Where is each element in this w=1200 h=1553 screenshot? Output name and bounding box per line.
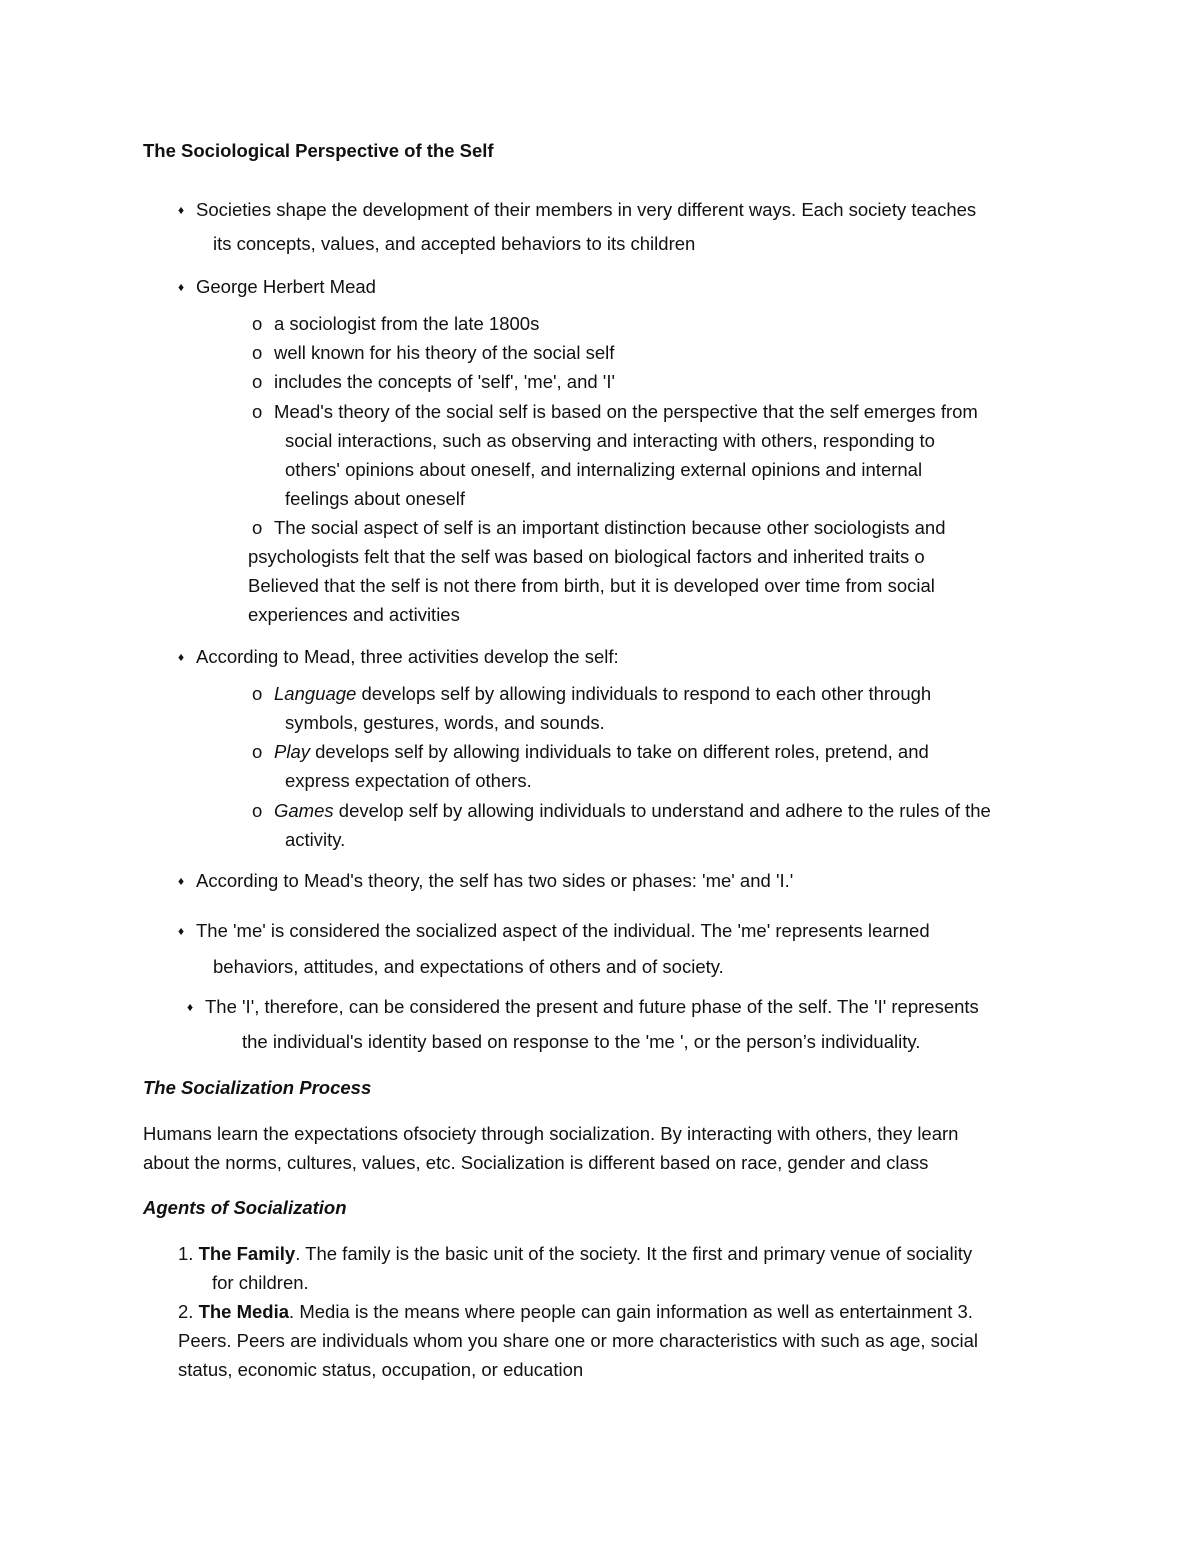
sub-bullet-item — [252, 799, 991, 823]
sub-bullet-marker: o — [252, 741, 263, 762]
sub-bullet-text-continued: express expectation of others. — [285, 770, 532, 791]
paragraph-line: Humans learn the expectations ofsociety through socialization. By interacting with others, they learn — [143, 1123, 959, 1144]
bullet-text: George Herbert Mead — [196, 276, 376, 297]
term-family: The Family — [198, 1243, 296, 1264]
bullet-text: The 'me' is considered the socialized aspect of the individual. The 'me' represents learned — [196, 920, 930, 941]
list-number: 1. — [178, 1243, 199, 1264]
sub-bullet-item — [252, 312, 539, 336]
sub-bullet-text-continued: experiences and activities — [248, 604, 460, 625]
bullet-item — [187, 995, 979, 1019]
bullet-text: According to Mead's theory, the self has two sides or phases: 'me' and 'I.' — [196, 870, 794, 891]
sub-bullet-marker: o — [252, 517, 263, 538]
list-item-text-continued: for children. — [212, 1272, 309, 1293]
sub-bullet-item — [252, 682, 931, 706]
sub-bullet-marker: o — [252, 683, 263, 704]
sub-bullet-text-continued: psychologists felt that the self was based on biological factors and inherited traits o — [248, 546, 925, 567]
term-games: Games — [274, 800, 334, 821]
bullet-text: Societies shape the development of their members in very different ways. Each society teaches — [196, 199, 977, 220]
bullet-text-continued: behaviors, attitudes, and expectations of others and of society. — [213, 956, 724, 977]
bullet-item — [178, 275, 376, 299]
list-item-text-continued: status, economic status, occupation, or education — [178, 1359, 584, 1380]
list-item-text-continued: Peers. Peers are individuals whom you share one or more characteristics with such as age, social — [178, 1330, 978, 1351]
bullet-marker: ♦ — [187, 1000, 194, 1014]
list-number: 2. — [178, 1301, 199, 1322]
sub-bullet-item — [252, 400, 978, 424]
sub-bullet-marker: o — [252, 800, 263, 821]
sub-bullet-text: develops self by allowing individuals to take on different roles, pretend, and — [310, 741, 929, 762]
sub-bullet-text-continued: others' opinions about oneself, and internalizing external opinions and internal — [285, 459, 923, 480]
bullet-item — [178, 869, 793, 893]
sub-bullet-text-continued: social interactions, such as observing and interacting with others, responding to — [285, 430, 935, 451]
bullet-text-continued: its concepts, values, and accepted behaviors to its children — [213, 233, 696, 254]
sub-bullet-marker: o — [252, 371, 263, 392]
sub-bullet-text-continued: feelings about oneself — [285, 488, 465, 509]
term-media: The Media — [198, 1301, 290, 1322]
term-language: Language — [274, 683, 357, 704]
bullet-marker: ♦ — [178, 280, 185, 294]
list-item-text: . Media is the means where people can gain information as well as entertainment 3. — [289, 1301, 973, 1322]
bullet-marker: ♦ — [178, 874, 185, 888]
bullet-text: According to Mead, three activities develop the self: — [196, 646, 619, 667]
socialization-heading: The Socialization Process — [143, 1077, 372, 1098]
sub-bullet-item — [252, 341, 614, 365]
sub-bullet-item — [252, 740, 929, 764]
sub-bullet-marker: o — [252, 401, 263, 422]
sub-bullet-text: well known for his theory of the social self — [274, 342, 615, 363]
bullet-item — [178, 198, 976, 222]
paragraph-line: about the norms, cultures, values, etc. Socialization is different based on race, gender and class — [143, 1152, 929, 1173]
sub-bullet-text: Mead's theory of the social self is based on the perspective that the self emerges from — [274, 401, 978, 422]
list-item-text: . The family is the basic unit of the society. It the first and primary venue of sociality — [295, 1243, 973, 1264]
sub-bullet-text: develop self by allowing individuals to understand and adhere to the rules of the — [333, 800, 991, 821]
sub-bullet-marker: o — [252, 313, 263, 334]
bullet-item — [178, 919, 930, 943]
document-title: The Sociological Perspective of the Self — [143, 140, 494, 161]
bullet-text: The 'I', therefore, can be considered the present and future phase of the self. The 'I' represents — [205, 996, 979, 1017]
bullet-marker: ♦ — [178, 650, 185, 664]
bullet-marker: ♦ — [178, 203, 185, 217]
list-item — [178, 1242, 972, 1266]
term-play: Play — [274, 741, 310, 762]
sub-bullet-item — [252, 370, 615, 394]
bullet-text-continued: the individual's identity based on response to the 'me ', or the person’s individuality. — [242, 1031, 921, 1052]
sub-bullet-text: develops self by allowing individuals to respond to each other through — [356, 683, 932, 704]
sub-bullet-text-continued: symbols, gestures, words, and sounds. — [285, 712, 605, 733]
agents-heading: Agents of Socialization — [143, 1197, 347, 1218]
sub-bullet-text: The social aspect of self is an important distinction because other sociologists and — [274, 517, 946, 538]
sub-bullet-text-continued: Believed that the self is not there from birth, but it is developed over time from social — [248, 575, 935, 596]
bullet-item — [178, 645, 619, 669]
sub-bullet-text: includes the concepts of 'self', 'me', and 'I' — [274, 371, 616, 392]
sub-bullet-marker: o — [252, 342, 263, 363]
bullet-marker: ♦ — [178, 924, 185, 938]
sub-bullet-text: a sociologist from the late 1800s — [274, 313, 540, 334]
sub-bullet-text-continued: activity. — [285, 829, 346, 850]
list-item — [178, 1300, 973, 1324]
sub-bullet-item — [252, 516, 946, 540]
